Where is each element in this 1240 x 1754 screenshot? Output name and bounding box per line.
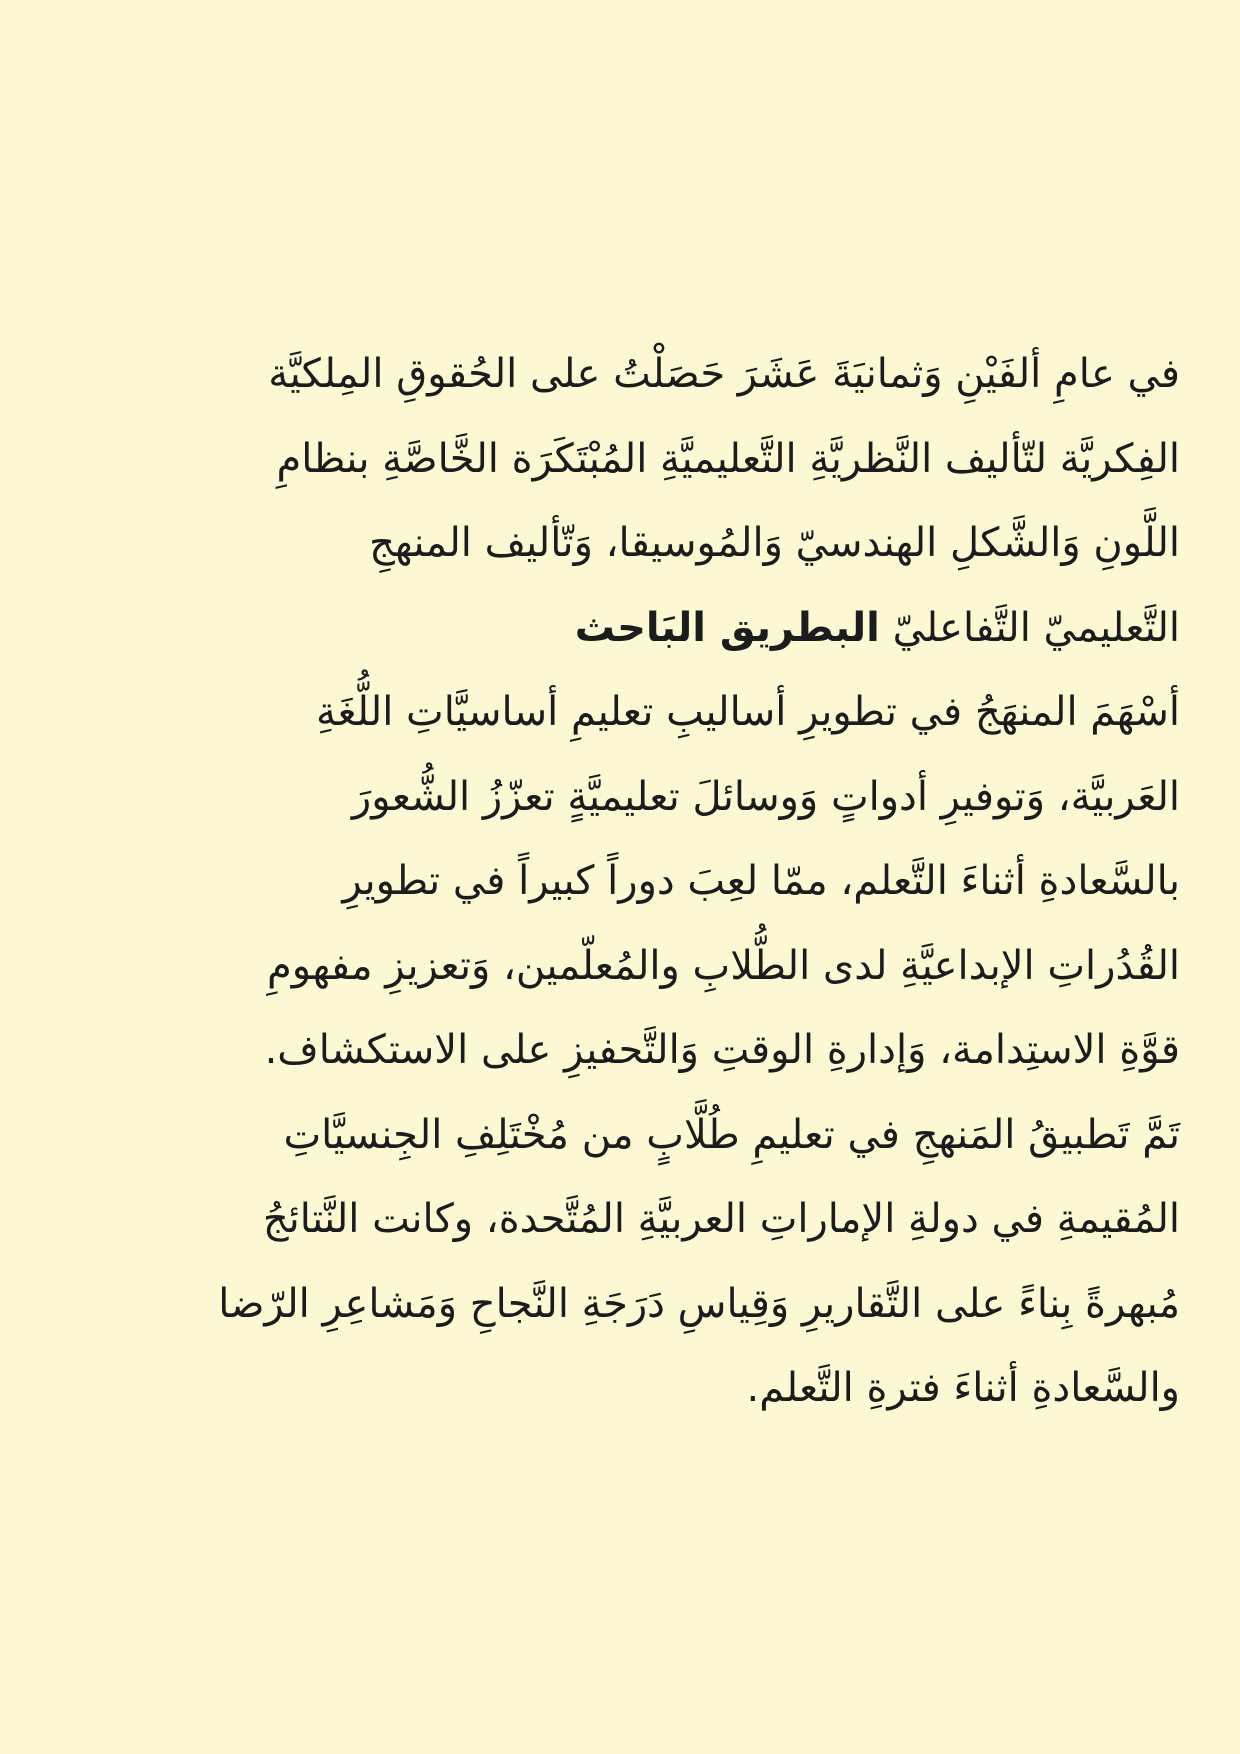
text-line-content: العَربيَّة، وَتوفيرِ أدواتٍ وَوسائلَ تعليميَّةٍ تعزّزُ الشُّعورَ <box>351 773 1180 820</box>
document-body <box>60 332 1180 1431</box>
text-line <box>60 755 1180 840</box>
text-line <box>60 332 1180 417</box>
bold-title: البطريق البَاحث <box>574 604 880 651</box>
text-line <box>60 1008 1180 1093</box>
text-line-content: في عامِ ألفَيْنِ وَثمانيَةَ عَشَرَ حَصَلْتُ على الحُقوقِ المِلكيَّة <box>268 351 1180 397</box>
text-line-content: المُقيمةِ في دولةِ الإماراتِ العربيَّةِ المُتَّحدة، وكانت النَّتائجُ <box>262 1196 1180 1242</box>
text-line <box>60 670 1180 755</box>
text-line-content: مُبهرةً بِناءً على التَّقاريرِ وَقِياسِ دَرَجَةِ النَّجاحِ وَمَشاعِرِ الرّضا <box>218 1280 1180 1327</box>
text-line <box>60 1093 1180 1178</box>
text-line <box>60 501 1180 586</box>
text-line-content: بالسَّعادةِ أثناءَ التَّعلم، ممّا لعِبَ دوراً كبيراً في تطويرِ <box>342 858 1180 904</box>
text-line-content: قوَّةِ الاستِدامة، وَإدارةِ الوقتِ وَالتَّحفيزِ على الاستكشاف. <box>264 1027 1180 1073</box>
text-line-content: أسْهَمَ المنهَجُ في تطويرِ أساليبِ تعليمِ أساسيَّاتِ اللُّغَةِ <box>316 689 1180 735</box>
text-line <box>60 1177 1180 1262</box>
text-line <box>60 586 1180 671</box>
text-line-content: التَّعليميّ التَّفاعليّ <box>879 604 1180 651</box>
text-line-content: القُدُراتِ الإبداعيَّةِ لدى الطُّلابِ والمُعلّمين، وَتعزيزِ مفهومِ <box>267 942 1180 989</box>
paragraph <box>60 332 1180 1431</box>
text-line <box>60 1346 1180 1431</box>
text-line <box>60 924 1180 1009</box>
text-line <box>60 839 1180 924</box>
text-line-content: والسَّعادةِ أثناءَ فترةِ التَّعلم. <box>746 1365 1180 1411</box>
text-line-content: الفِكريَّة لتّأليف النَّظريَّةِ التَّعليميَّةِ المُبْتَكَرَة الخَّاصَّةِ بنظامِ <box>276 435 1180 482</box>
text-line-content: تَمَّ تَطبيقُ المَنهجِ في تعليمِ طُلَّابٍ من مُخْتَلِفِ الجِنسيَّاتِ <box>283 1111 1180 1158</box>
text-line <box>60 417 1180 502</box>
text-line <box>60 1262 1180 1347</box>
text-line-content: اللَّونِ وَالشَّكلِ الهندسيّ وَالمُوسيقا، وَتّأليف المنهجِ <box>369 520 1180 566</box>
